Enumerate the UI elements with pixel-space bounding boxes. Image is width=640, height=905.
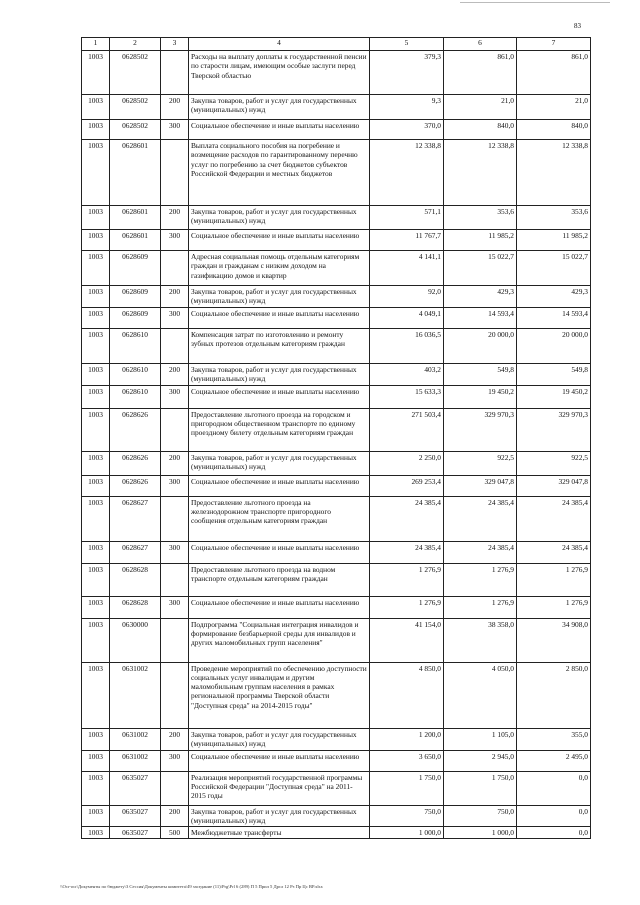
section-code-cell: 1003 xyxy=(82,827,110,839)
target-article-cell: 0628609 xyxy=(110,308,161,329)
amount-col7-cell: 19 450,2 xyxy=(517,385,591,408)
description-cell: Предоставление льготного проезда на городском и пригородном общественном транспорте по единому проездному билету отдельным категориям граждан xyxy=(189,408,370,451)
target-article-cell: 0628628 xyxy=(110,563,161,596)
amount-col7-cell: 24 385,4 xyxy=(517,496,591,541)
description-cell: Подпрограмма "Социальная интеграция инвалидов и формирование безбарьерной среды для инвалидов и других маломобильных групп населения" xyxy=(189,618,370,662)
expense-type-cell: 300 xyxy=(161,475,189,496)
table-row xyxy=(82,496,591,541)
column-header-2: 2 xyxy=(110,38,161,51)
table-body xyxy=(82,51,591,839)
section-code-cell: 1003 xyxy=(82,329,110,364)
amount-col7-cell: 329 970,3 xyxy=(517,408,591,451)
section-code-cell: 1003 xyxy=(82,805,110,827)
amount-col5-cell: 4 049,1 xyxy=(370,308,444,329)
section-code-cell: 1003 xyxy=(82,408,110,451)
description-cell: Закупка товаров, работ и услуг для государственных (муниципальных) нужд xyxy=(189,364,370,386)
amount-col7-cell: 2 850,0 xyxy=(517,662,591,728)
target-article-cell: 0631002 xyxy=(110,750,161,771)
expense-type-cell: 200 xyxy=(161,286,189,308)
section-code-cell: 1003 xyxy=(82,475,110,496)
target-article-cell: 0628601 xyxy=(110,140,161,206)
description-cell: Социальное обеспечение и иные выплаты населению xyxy=(189,308,370,329)
amount-col7-cell: 1 276,9 xyxy=(517,596,591,618)
amount-col7-cell: 15 022,7 xyxy=(517,251,591,286)
table-row xyxy=(82,308,591,329)
expense-type-cell xyxy=(161,662,189,728)
section-code-cell: 1003 xyxy=(82,771,110,805)
amount-col6-cell: 1 750,0 xyxy=(444,771,517,805)
amount-col5-cell: 1 200,0 xyxy=(370,728,444,750)
table-row xyxy=(82,408,591,451)
section-code-cell: 1003 xyxy=(82,496,110,541)
table-row xyxy=(82,385,591,408)
description-cell: Социальное обеспечение и иные выплаты населению xyxy=(189,596,370,618)
amount-col5-cell: 1 276,9 xyxy=(370,596,444,618)
amount-col6-cell: 38 358,0 xyxy=(444,618,517,662)
description-cell: Закупка товаров, работ и услуг для государственных (муниципальных) нужд xyxy=(189,451,370,475)
column-header-3: 3 xyxy=(161,38,189,51)
table-row xyxy=(82,805,591,827)
table-row xyxy=(82,51,591,95)
target-article-cell: 0628502 xyxy=(110,95,161,120)
amount-col7-cell: 0,0 xyxy=(517,805,591,827)
target-article-cell: 0628502 xyxy=(110,51,161,95)
expense-type-cell: 500 xyxy=(161,827,189,839)
amount-col7-cell: 1 276,9 xyxy=(517,563,591,596)
table-row xyxy=(82,140,591,206)
table-row xyxy=(82,95,591,120)
table-row xyxy=(82,475,591,496)
amount-col5-cell: 12 338,8 xyxy=(370,140,444,206)
amount-col7-cell: 840,0 xyxy=(517,120,591,140)
amount-col6-cell: 840,0 xyxy=(444,120,517,140)
section-code-cell: 1003 xyxy=(82,385,110,408)
section-code-cell: 1003 xyxy=(82,451,110,475)
target-article-cell: 0635027 xyxy=(110,805,161,827)
amount-col7-cell: 14 593,4 xyxy=(517,308,591,329)
expense-type-cell xyxy=(161,251,189,286)
target-article-cell: 0628626 xyxy=(110,451,161,475)
amount-col5-cell: 92,0 xyxy=(370,286,444,308)
amount-col6-cell: 24 385,4 xyxy=(444,541,517,563)
target-article-cell: 0628610 xyxy=(110,385,161,408)
table-row xyxy=(82,230,591,251)
target-article-cell: 0628609 xyxy=(110,251,161,286)
description-cell: Закупка товаров, работ и услуг для государственных (муниципальных) нужд xyxy=(189,286,370,308)
table-row xyxy=(82,286,591,308)
amount-col7-cell: 329 047,8 xyxy=(517,475,591,496)
budget-table xyxy=(81,37,591,839)
target-article-cell: 0628609 xyxy=(110,286,161,308)
expense-type-cell: 300 xyxy=(161,541,189,563)
header-row xyxy=(82,38,591,51)
amount-col5-cell: 379,3 xyxy=(370,51,444,95)
table-row xyxy=(82,206,591,230)
description-cell: Межбюджетные трансферты xyxy=(189,827,370,839)
expense-type-cell: 300 xyxy=(161,308,189,329)
description-cell: Социальное обеспечение и иные выплаты населению xyxy=(189,541,370,563)
table-row xyxy=(82,728,591,750)
amount-col7-cell: 355,0 xyxy=(517,728,591,750)
amount-col6-cell: 861,0 xyxy=(444,51,517,95)
amount-col6-cell: 2 945,0 xyxy=(444,750,517,771)
section-code-cell: 1003 xyxy=(82,541,110,563)
amount-col5-cell: 2 250,0 xyxy=(370,451,444,475)
description-cell: Выплата социального пособия на погребение и возмещение расходов по гарантированному перечню услуг по погребению за счет бюджетов субъектов Российской Федерации и местных бюджетов xyxy=(189,140,370,206)
amount-col5-cell: 269 253,4 xyxy=(370,475,444,496)
amount-col6-cell: 429,3 xyxy=(444,286,517,308)
expense-type-cell: 300 xyxy=(161,385,189,408)
amount-col7-cell: 353,6 xyxy=(517,206,591,230)
amount-col5-cell: 1 750,0 xyxy=(370,771,444,805)
description-cell: Адресная социальная помощь отдельным категориям граждан и гражданам с низким доходом на газификацию домов и квартир xyxy=(189,251,370,286)
expense-type-cell xyxy=(161,408,189,451)
column-header-7: 7 xyxy=(517,38,591,51)
table-row xyxy=(82,329,591,364)
amount-col6-cell: 549,8 xyxy=(444,364,517,386)
amount-col6-cell: 14 593,4 xyxy=(444,308,517,329)
amount-col7-cell: 11 985,2 xyxy=(517,230,591,251)
amount-col5-cell: 271 503,4 xyxy=(370,408,444,451)
target-article-cell: 0628601 xyxy=(110,206,161,230)
amount-col5-cell: 15 633,3 xyxy=(370,385,444,408)
amount-col6-cell: 24 385,4 xyxy=(444,496,517,541)
amount-col5-cell: 403,2 xyxy=(370,364,444,386)
description-cell: Закупка товаров, работ и услуг для государственных (муниципальных) нужд xyxy=(189,206,370,230)
amount-col5-cell: 1 000,0 xyxy=(370,827,444,839)
expense-type-cell: 300 xyxy=(161,750,189,771)
description-cell: Закупка товаров, работ и услуг для государственных (муниципальных) нужд xyxy=(189,95,370,120)
table-row xyxy=(82,541,591,563)
amount-col5-cell: 4 850,0 xyxy=(370,662,444,728)
expense-type-cell xyxy=(161,140,189,206)
expense-type-cell: 300 xyxy=(161,120,189,140)
target-article-cell: 0630000 xyxy=(110,618,161,662)
target-article-cell: 0628626 xyxy=(110,408,161,451)
amount-col6-cell: 750,0 xyxy=(444,805,517,827)
amount-col6-cell: 329 970,3 xyxy=(444,408,517,451)
amount-col5-cell: 571,1 xyxy=(370,206,444,230)
page-number: 83 xyxy=(574,22,581,30)
expense-type-cell: 300 xyxy=(161,596,189,618)
amount-col6-cell: 15 022,7 xyxy=(444,251,517,286)
target-article-cell: 0631002 xyxy=(110,728,161,750)
description-cell: Социальное обеспечение и иные выплаты населению xyxy=(189,120,370,140)
amount-col6-cell: 12 338,8 xyxy=(444,140,517,206)
amount-col5-cell: 24 385,4 xyxy=(370,541,444,563)
description-cell: Социальное обеспечение и иные выплаты населению xyxy=(189,750,370,771)
amount-col7-cell: 549,8 xyxy=(517,364,591,386)
amount-col5-cell: 370,0 xyxy=(370,120,444,140)
target-article-cell: 0628610 xyxy=(110,364,161,386)
amount-col6-cell: 1 276,9 xyxy=(444,563,517,596)
description-cell: Закупка товаров, работ и услуг для государственных (муниципальных) нужд xyxy=(189,805,370,827)
section-code-cell: 1003 xyxy=(82,230,110,251)
expense-type-cell xyxy=(161,329,189,364)
amount-col6-cell: 4 050,0 xyxy=(444,662,517,728)
expense-type-cell: 300 xyxy=(161,230,189,251)
expense-type-cell: 200 xyxy=(161,728,189,750)
description-cell: Предоставление льготного проезда на водном транспорте отдельным категориям граждан xyxy=(189,563,370,596)
section-code-cell: 1003 xyxy=(82,206,110,230)
amount-col5-cell: 3 650,0 xyxy=(370,750,444,771)
amount-col7-cell: 21,0 xyxy=(517,95,591,120)
description-cell: Реализация мероприятий государственной программы Российской Федерации "Доступная среда" на 2011-2015 годы xyxy=(189,771,370,805)
section-code-cell: 1003 xyxy=(82,251,110,286)
column-header-6: 6 xyxy=(444,38,517,51)
table-row xyxy=(82,563,591,596)
amount-col6-cell: 1 105,0 xyxy=(444,728,517,750)
description-cell: Предоставление льготного проезда на железнодорожном транспорте пригородного сообщения отдельным категориям граждан xyxy=(189,496,370,541)
table-row xyxy=(82,364,591,386)
column-header-5: 5 xyxy=(370,38,444,51)
amount-col6-cell: 922,5 xyxy=(444,451,517,475)
section-code-cell: 1003 xyxy=(82,308,110,329)
expense-type-cell: 200 xyxy=(161,364,189,386)
amount-col5-cell: 41 154,0 xyxy=(370,618,444,662)
amount-col5-cell: 16 036,5 xyxy=(370,329,444,364)
table-row xyxy=(82,750,591,771)
target-article-cell: 0635027 xyxy=(110,771,161,805)
amount-col6-cell: 19 450,2 xyxy=(444,385,517,408)
target-article-cell: 0628628 xyxy=(110,596,161,618)
amount-col5-cell: 24 385,4 xyxy=(370,496,444,541)
table-row xyxy=(82,251,591,286)
amount-col7-cell: 861,0 xyxy=(517,51,591,95)
amount-col6-cell: 353,6 xyxy=(444,206,517,230)
expense-type-cell: 200 xyxy=(161,805,189,827)
target-article-cell: 0635027 xyxy=(110,827,161,839)
amount-col7-cell: 2 495,0 xyxy=(517,750,591,771)
section-code-cell: 1003 xyxy=(82,618,110,662)
scan-top-line xyxy=(460,2,610,3)
section-code-cell: 1003 xyxy=(82,728,110,750)
expense-type-cell: 200 xyxy=(161,95,189,120)
section-code-cell: 1003 xyxy=(82,140,110,206)
target-article-cell: 0628502 xyxy=(110,120,161,140)
amount-col7-cell: 12 338,8 xyxy=(517,140,591,206)
section-code-cell: 1003 xyxy=(82,364,110,386)
target-article-cell: 0628601 xyxy=(110,230,161,251)
section-code-cell: 1003 xyxy=(82,120,110,140)
description-cell: Расходы на выплату доплаты к государственной пенсии по старости лицам, имеющим особые заслуги перед Тверской областью xyxy=(189,51,370,95)
amount-col6-cell: 329 047,8 xyxy=(444,475,517,496)
amount-col7-cell: 34 908,0 xyxy=(517,618,591,662)
table-row xyxy=(82,827,591,839)
section-code-cell: 1003 xyxy=(82,95,110,120)
amount-col6-cell: 20 000,0 xyxy=(444,329,517,364)
description-cell: Социальное обеспечение и иные выплаты населению xyxy=(189,230,370,251)
expense-type-cell xyxy=(161,771,189,805)
table-row xyxy=(82,451,591,475)
amount-col7-cell: 922,5 xyxy=(517,451,591,475)
amount-col5-cell: 750,0 xyxy=(370,805,444,827)
file-path-footer: \\Ocr-ocr\Документы по бюджету\3 Сессия\Документы комитета\49 заседание (11)\Prg\Prl 6 (289) П 5 Прил 5 Дрсл 12 Рз Пр Цс ВР.xlsx xyxy=(60,884,323,889)
amount-col5-cell: 1 276,9 xyxy=(370,563,444,596)
column-header-1: 1 xyxy=(82,38,110,51)
table-row xyxy=(82,618,591,662)
expense-type-cell xyxy=(161,496,189,541)
description-cell: Социальное обеспечение и иные выплаты населению xyxy=(189,475,370,496)
target-article-cell: 0631002 xyxy=(110,662,161,728)
section-code-cell: 1003 xyxy=(82,563,110,596)
amount-col7-cell: 0,0 xyxy=(517,827,591,839)
amount-col7-cell: 24 385,4 xyxy=(517,541,591,563)
target-article-cell: 0628627 xyxy=(110,541,161,563)
amount-col6-cell: 11 985,2 xyxy=(444,230,517,251)
column-header-4: 4 xyxy=(189,38,370,51)
expense-type-cell xyxy=(161,51,189,95)
expense-type-cell xyxy=(161,563,189,596)
description-cell: Социальное обеспечение и иные выплаты населению xyxy=(189,385,370,408)
description-cell: Компенсация затрат по изготовлению и ремонту зубных протезов отдельным категориям граждан xyxy=(189,329,370,364)
section-code-cell: 1003 xyxy=(82,750,110,771)
description-cell: Проведение мероприятий по обеспечению доступности социальных услуг инвалидам и другим маломобильным группам населения в рамках региональной программы Тверской области "Доступная среда" на 2014-2015 годы" xyxy=(189,662,370,728)
section-code-cell: 1003 xyxy=(82,596,110,618)
section-code-cell: 1003 xyxy=(82,51,110,95)
description-cell: Закупка товаров, работ и услуг для государственных (муниципальных) нужд xyxy=(189,728,370,750)
amount-col5-cell: 11 767,7 xyxy=(370,230,444,251)
table-row xyxy=(82,596,591,618)
amount-col7-cell: 429,3 xyxy=(517,286,591,308)
expense-type-cell: 200 xyxy=(161,451,189,475)
expense-type-cell: 200 xyxy=(161,206,189,230)
target-article-cell: 0628626 xyxy=(110,475,161,496)
target-article-cell: 0628610 xyxy=(110,329,161,364)
table-row xyxy=(82,771,591,805)
amount-col6-cell: 21,0 xyxy=(444,95,517,120)
amount-col6-cell: 1 000,0 xyxy=(444,827,517,839)
target-article-cell: 0628627 xyxy=(110,496,161,541)
section-code-cell: 1003 xyxy=(82,286,110,308)
amount-col5-cell: 9,3 xyxy=(370,95,444,120)
table-row xyxy=(82,662,591,728)
amount-col7-cell: 20 000,0 xyxy=(517,329,591,364)
table-row xyxy=(82,120,591,140)
expense-type-cell xyxy=(161,618,189,662)
amount-col6-cell: 1 276,9 xyxy=(444,596,517,618)
amount-col5-cell: 4 141,1 xyxy=(370,251,444,286)
section-code-cell: 1003 xyxy=(82,662,110,728)
amount-col7-cell: 0,0 xyxy=(517,771,591,805)
